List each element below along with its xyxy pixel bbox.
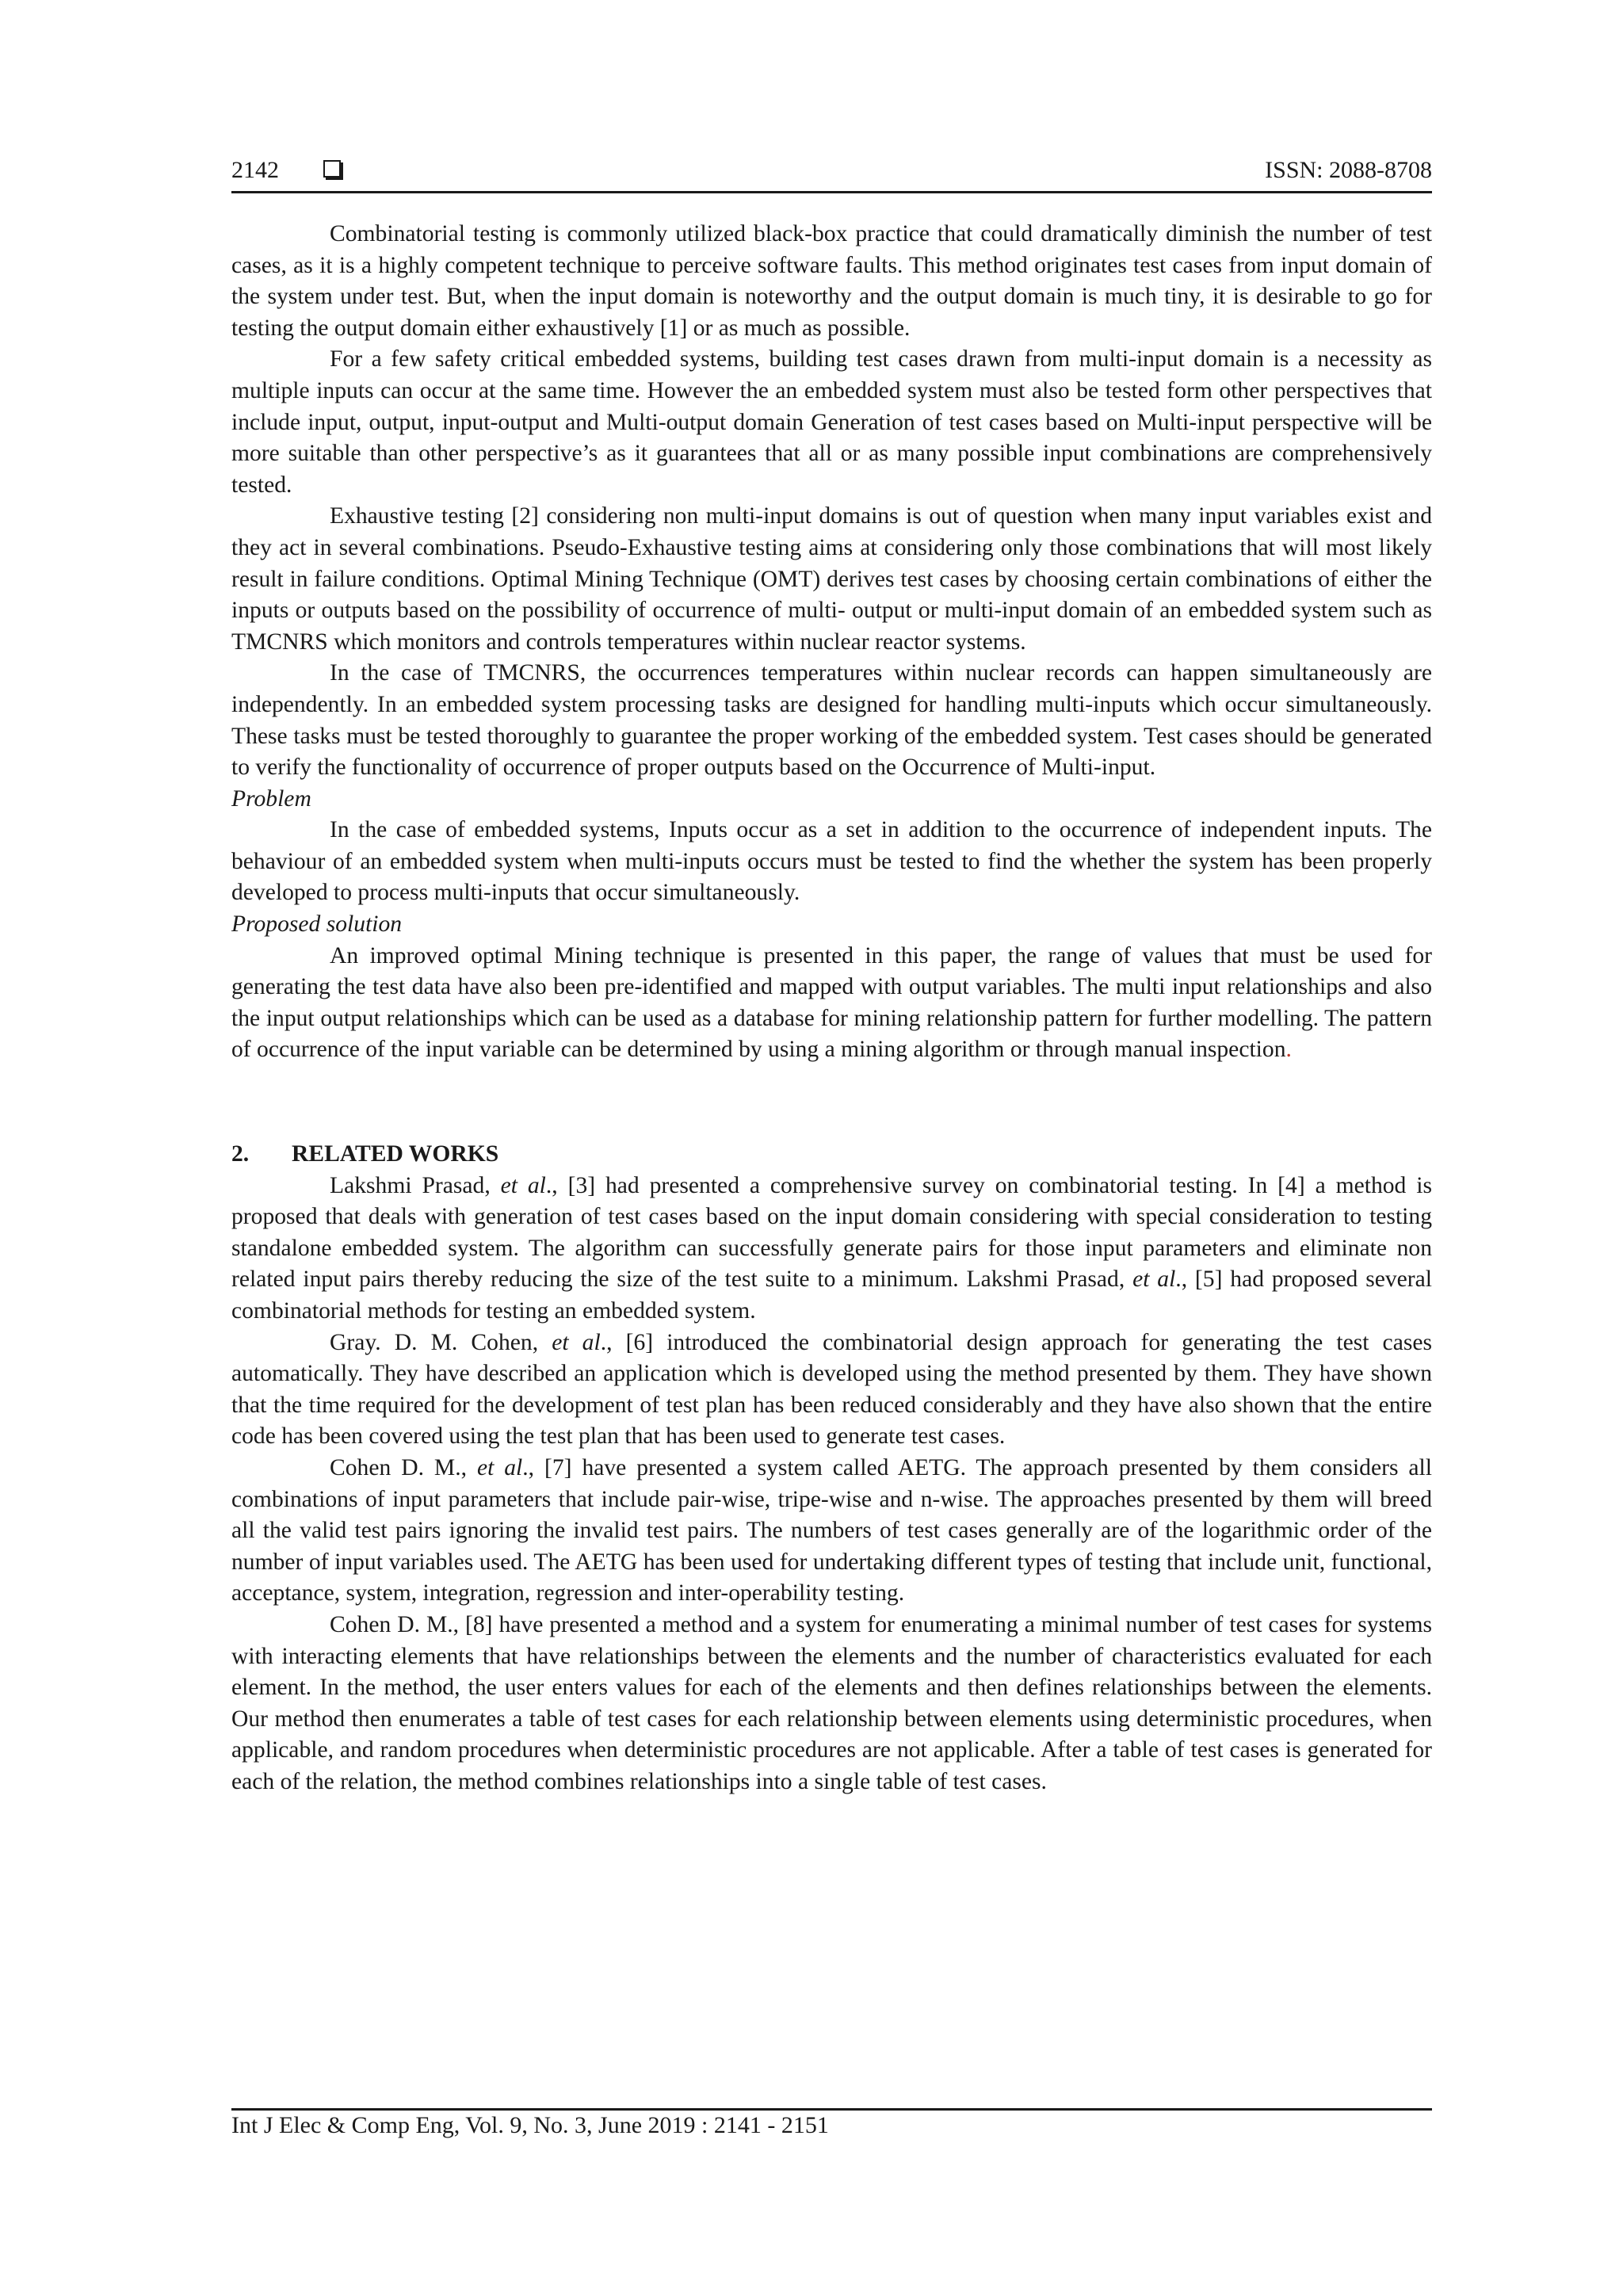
text-run: ., [3] had presented a comprehensive survey on combinatorial testing. In [4] a method is proposed that deals with generation of test cases based on the input domain considering with special consideration to testing standalone embedded system. The algorithm can successfully generate pairs for those input parameters and eliminate non related input pairs thereby reducing the size of the test suite to a minimum. Lakshmi Prasad, — [231, 1172, 1432, 1293]
paragraph: In the case of TMCNRS, the occurrences temperatures within nuclear records can happen simultaneously are independently. In an embedded system processing tasks are designed for handling multi-inputs which occur simultaneously. These tasks must be tested thoroughly to guarantee the proper working of the embedded system. Test cases should be generated to verify the functionality of occurrence of proper outputs based on the Occurrence of Multi-input. — [231, 660, 1432, 781]
paragraph — [231, 1453, 1432, 1610]
section-number: 2. — [231, 1141, 250, 1167]
body-text — [231, 219, 1432, 1798]
issn-label: ISSN: 2088-8708 — [1265, 157, 1432, 183]
paragraph: In the case of embedded systems, Inputs occur as a set in addition to the occurrence of independent inputs. The behaviour of an embedded system when multi-inputs occurs must be tested to find the whether the system has been properly developed to process multi-inputs that occur simultaneously. — [231, 817, 1432, 906]
text-run: Lakshmi Prasad, — [330, 1172, 501, 1198]
journal-citation: Int J Elec & Comp Eng, Vol. 9, No. 3, June 2019 : 2141 - 2151 — [231, 2112, 829, 2138]
paragraph — [231, 941, 1432, 1066]
proposed-solution-subheading: Proposed solution — [231, 911, 403, 938]
section-title: RELATED WORKS — [292, 1141, 499, 1167]
problem-subheading: Problem — [231, 785, 311, 812]
text-run: Gray. D. M. Cohen, — [330, 1329, 552, 1355]
text-run-italic: et al — [500, 1172, 546, 1198]
text-run: ., [6] introduced the combinatorial design approach for generating the test cases automatically. They have described an application which is developed using the method presented by them. They have shown that the time required for the development of test plan has been reduced considerably and they have also shown that the entire code has been covered using the test plan that has been used to generate test cases. — [231, 1329, 1432, 1450]
paragraph — [231, 1171, 1432, 1328]
paragraph: Cohen D. M., [8] have presented a method and a system for enumerating a minimal number of test cases for systems with interacting elements that have relationships between the elements and the number of characteristics evaluated for each element. In the method, the user enters values for each of the elements and then defines relationships between the elements. Our method then enumerates a table of test cases for each relationship between elements using deterministic procedures, when applicable, and random procedures when deterministic procedures are not applicable. After a table of test cases is generated for each of the relation, the method combines relationships into a single table of test cases. — [231, 1611, 1432, 1794]
text-run: ., [5] had proposed several combinatorial methods for testing an embedded system. — [231, 1266, 1432, 1324]
paragraph-end-mark: . — [1285, 1037, 1292, 1063]
paragraph — [231, 1328, 1432, 1453]
header-rule — [231, 191, 1432, 193]
text-run-italic: et al — [476, 1454, 523, 1480]
text-run: ., [7] have presented a system called AETG. The approach presented by them considers all combinations of input parameters that include pair-wise, tripe-wise and n-wise. The approaches presented by them will breed all the valid test pairs ignoring the invalid test pairs. The numbers of test cases generally are of the logarithmic order of the number of input variables used. The AETG has been used for undertaking different types of testing that include unit, functional, acceptance, system, integration, regression and inter-operability testing. — [231, 1454, 1432, 1606]
footer-rule — [231, 2108, 1432, 2111]
paragraph: Exhaustive testing [2] considering non multi-input domains is out of question when many input variables exist and they act in several combinations. Pseudo-Exhaustive testing aims at considering only those combinations that will most likely result in failure conditions. Optimal Mining Technique (OMT) derives test cases by choosing certain combinations of either the inputs or outputs based on the possibility of occurrence of multi- output or multi-input domain of an embedded system such as TMCNRS which monitors and controls temperatures within nuclear reactor systems. — [231, 503, 1432, 655]
paragraph-text: An improved optimal Mining technique is presented in this paper, the range of values that must be used for generating the test data have also been pre-identified and mapped with output variables. The multi input relationships and also the input output relationships which can be used as a database for mining relationship pattern for further modelling. The pattern of occurrence of the input variable can be determined by using a mining algorithm or through manual inspection — [231, 942, 1432, 1063]
paragraph: Combinatorial testing is commonly utilized black-box practice that could dramatically diminish the number of test cases, as it is a highly competent technique to perceive software faults. This method originates test cases from input domain of the system under test. But, when the input domain is noteworthy and the output domain is much tiny, it is desirable to go for testing the output domain either exhaustively [1] or as much as possible. — [231, 221, 1432, 341]
checkbox-square-icon — [323, 160, 341, 178]
paragraph: For a few safety critical embedded systems, building test cases drawn from multi-input domain is a necessity as multiple inputs can occur at the same time. However the an embedded system must also be tested form other perspectives that include input, output, input-output and Multi-output domain Generation of test cases based on Multi-input perspective will be more suitable than other perspective’s as it guarantees that all or as many possible input combinations are comprehensively tested. — [231, 346, 1432, 498]
text-run-italic: et al — [1132, 1266, 1176, 1293]
text-run-italic: et al — [552, 1329, 601, 1355]
section-heading — [231, 1139, 1432, 1171]
page-number: 2142 — [231, 157, 279, 183]
text-run: Cohen D. M., — [330, 1454, 477, 1480]
